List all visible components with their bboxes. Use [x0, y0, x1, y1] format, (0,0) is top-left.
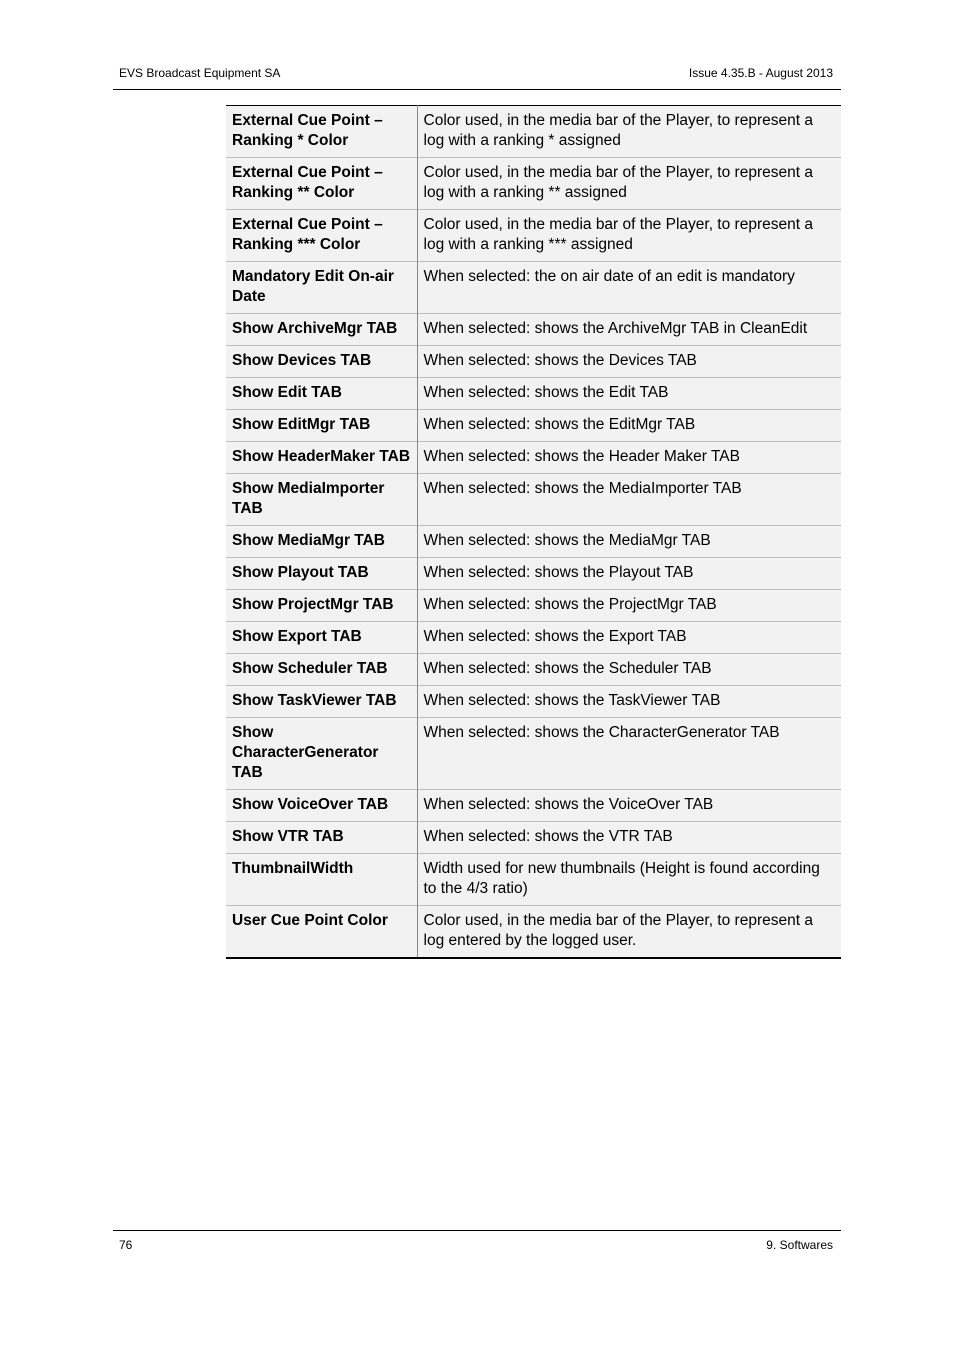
parameter-description: When selected: shows the Edit TAB: [417, 378, 841, 410]
parameter-name: Show ArchiveMgr TAB: [226, 314, 417, 346]
table-row: [226, 654, 841, 686]
parameter-name: Show ProjectMgr TAB: [226, 590, 417, 622]
parameter-description: Color used, in the media bar of the Player, to represent a log with a ranking * assigned: [417, 106, 841, 158]
table-row: [226, 854, 841, 906]
table-row: [226, 590, 841, 622]
table-row: [226, 158, 841, 210]
parameter-name: Show Playout TAB: [226, 558, 417, 590]
parameter-name: Show Scheduler TAB: [226, 654, 417, 686]
parameter-name: Show CharacterGenerator TAB: [226, 718, 417, 790]
parameter-description: When selected: shows the MediaImporter TAB: [417, 474, 841, 526]
table-row: [226, 718, 841, 790]
parameter-name: Show MediaImporter TAB: [226, 474, 417, 526]
parameter-name: Show Export TAB: [226, 622, 417, 654]
table-row: [226, 410, 841, 442]
parameter-name: Show HeaderMaker TAB: [226, 442, 417, 474]
page-number: 76: [119, 1238, 133, 1252]
parameter-name: External Cue Point – Ranking *** Color: [226, 210, 417, 262]
parameter-name: ThumbnailWidth: [226, 854, 417, 906]
parameter-name: Show Edit TAB: [226, 378, 417, 410]
table-row: [226, 906, 841, 959]
parameter-description: Width used for new thumbnails (Height is found according to the 4/3 ratio): [417, 854, 841, 906]
parameter-name: Show VoiceOver TAB: [226, 790, 417, 822]
table-row: [226, 346, 841, 378]
parameter-description: When selected: shows the MediaMgr TAB: [417, 526, 841, 558]
parameter-name: Show EditMgr TAB: [226, 410, 417, 442]
table-row: [226, 686, 841, 718]
table-row: [226, 790, 841, 822]
table-row: [226, 822, 841, 854]
parameters-table-body: [226, 106, 841, 959]
header-rule: [113, 89, 841, 90]
parameter-description: When selected: shows the ProjectMgr TAB: [417, 590, 841, 622]
table-row: [226, 442, 841, 474]
table-row: [226, 474, 841, 526]
parameter-description: Color used, in the media bar of the Player, to represent a log with a ranking *** assigned: [417, 210, 841, 262]
header-issue: Issue 4.35.B - August 2013: [688, 66, 833, 80]
footer-section: 9. Softwares: [766, 1238, 833, 1252]
table-row: [226, 378, 841, 410]
parameter-description: When selected: shows the Header Maker TAB: [417, 442, 841, 474]
parameter-description: When selected: shows the Playout TAB: [417, 558, 841, 590]
parameter-description: When selected: the on air date of an edit is mandatory: [417, 262, 841, 314]
parameter-description: When selected: shows the TaskViewer TAB: [417, 686, 841, 718]
table-row: [226, 558, 841, 590]
parameters-table: [226, 105, 841, 959]
table-row: [226, 314, 841, 346]
parameter-name: External Cue Point – Ranking * Color: [226, 106, 417, 158]
parameter-description: When selected: shows the VTR TAB: [417, 822, 841, 854]
table-row: [226, 262, 841, 314]
parameter-name: User Cue Point Color: [226, 906, 417, 959]
parameter-name: Show Devices TAB: [226, 346, 417, 378]
table-row: [226, 210, 841, 262]
table-row: [226, 622, 841, 654]
parameter-description: When selected: shows the Export TAB: [417, 622, 841, 654]
footer-rule: [113, 1230, 841, 1231]
parameter-name: Mandatory Edit On-air Date: [226, 262, 417, 314]
parameter-name: Show VTR TAB: [226, 822, 417, 854]
parameter-description: When selected: shows the EditMgr TAB: [417, 410, 841, 442]
parameter-description: When selected: shows the Scheduler TAB: [417, 654, 841, 686]
table-row: [226, 106, 841, 158]
parameter-description: When selected: shows the VoiceOver TAB: [417, 790, 841, 822]
parameter-name: Show TaskViewer TAB: [226, 686, 417, 718]
parameter-description: When selected: shows the ArchiveMgr TAB in CleanEdit: [417, 314, 841, 346]
parameter-name: Show MediaMgr TAB: [226, 526, 417, 558]
table-row: [226, 526, 841, 558]
parameter-name: External Cue Point – Ranking ** Color: [226, 158, 417, 210]
parameter-description: Color used, in the media bar of the Player, to represent a log with a ranking ** assigned: [417, 158, 841, 210]
header-company: EVS Broadcast Equipment SA: [119, 66, 281, 80]
parameter-description: When selected: shows the Devices TAB: [417, 346, 841, 378]
parameter-description: Color used, in the media bar of the Player, to represent a log entered by the logged user.: [417, 906, 841, 959]
parameter-description: When selected: shows the CharacterGenerator TAB: [417, 718, 841, 790]
